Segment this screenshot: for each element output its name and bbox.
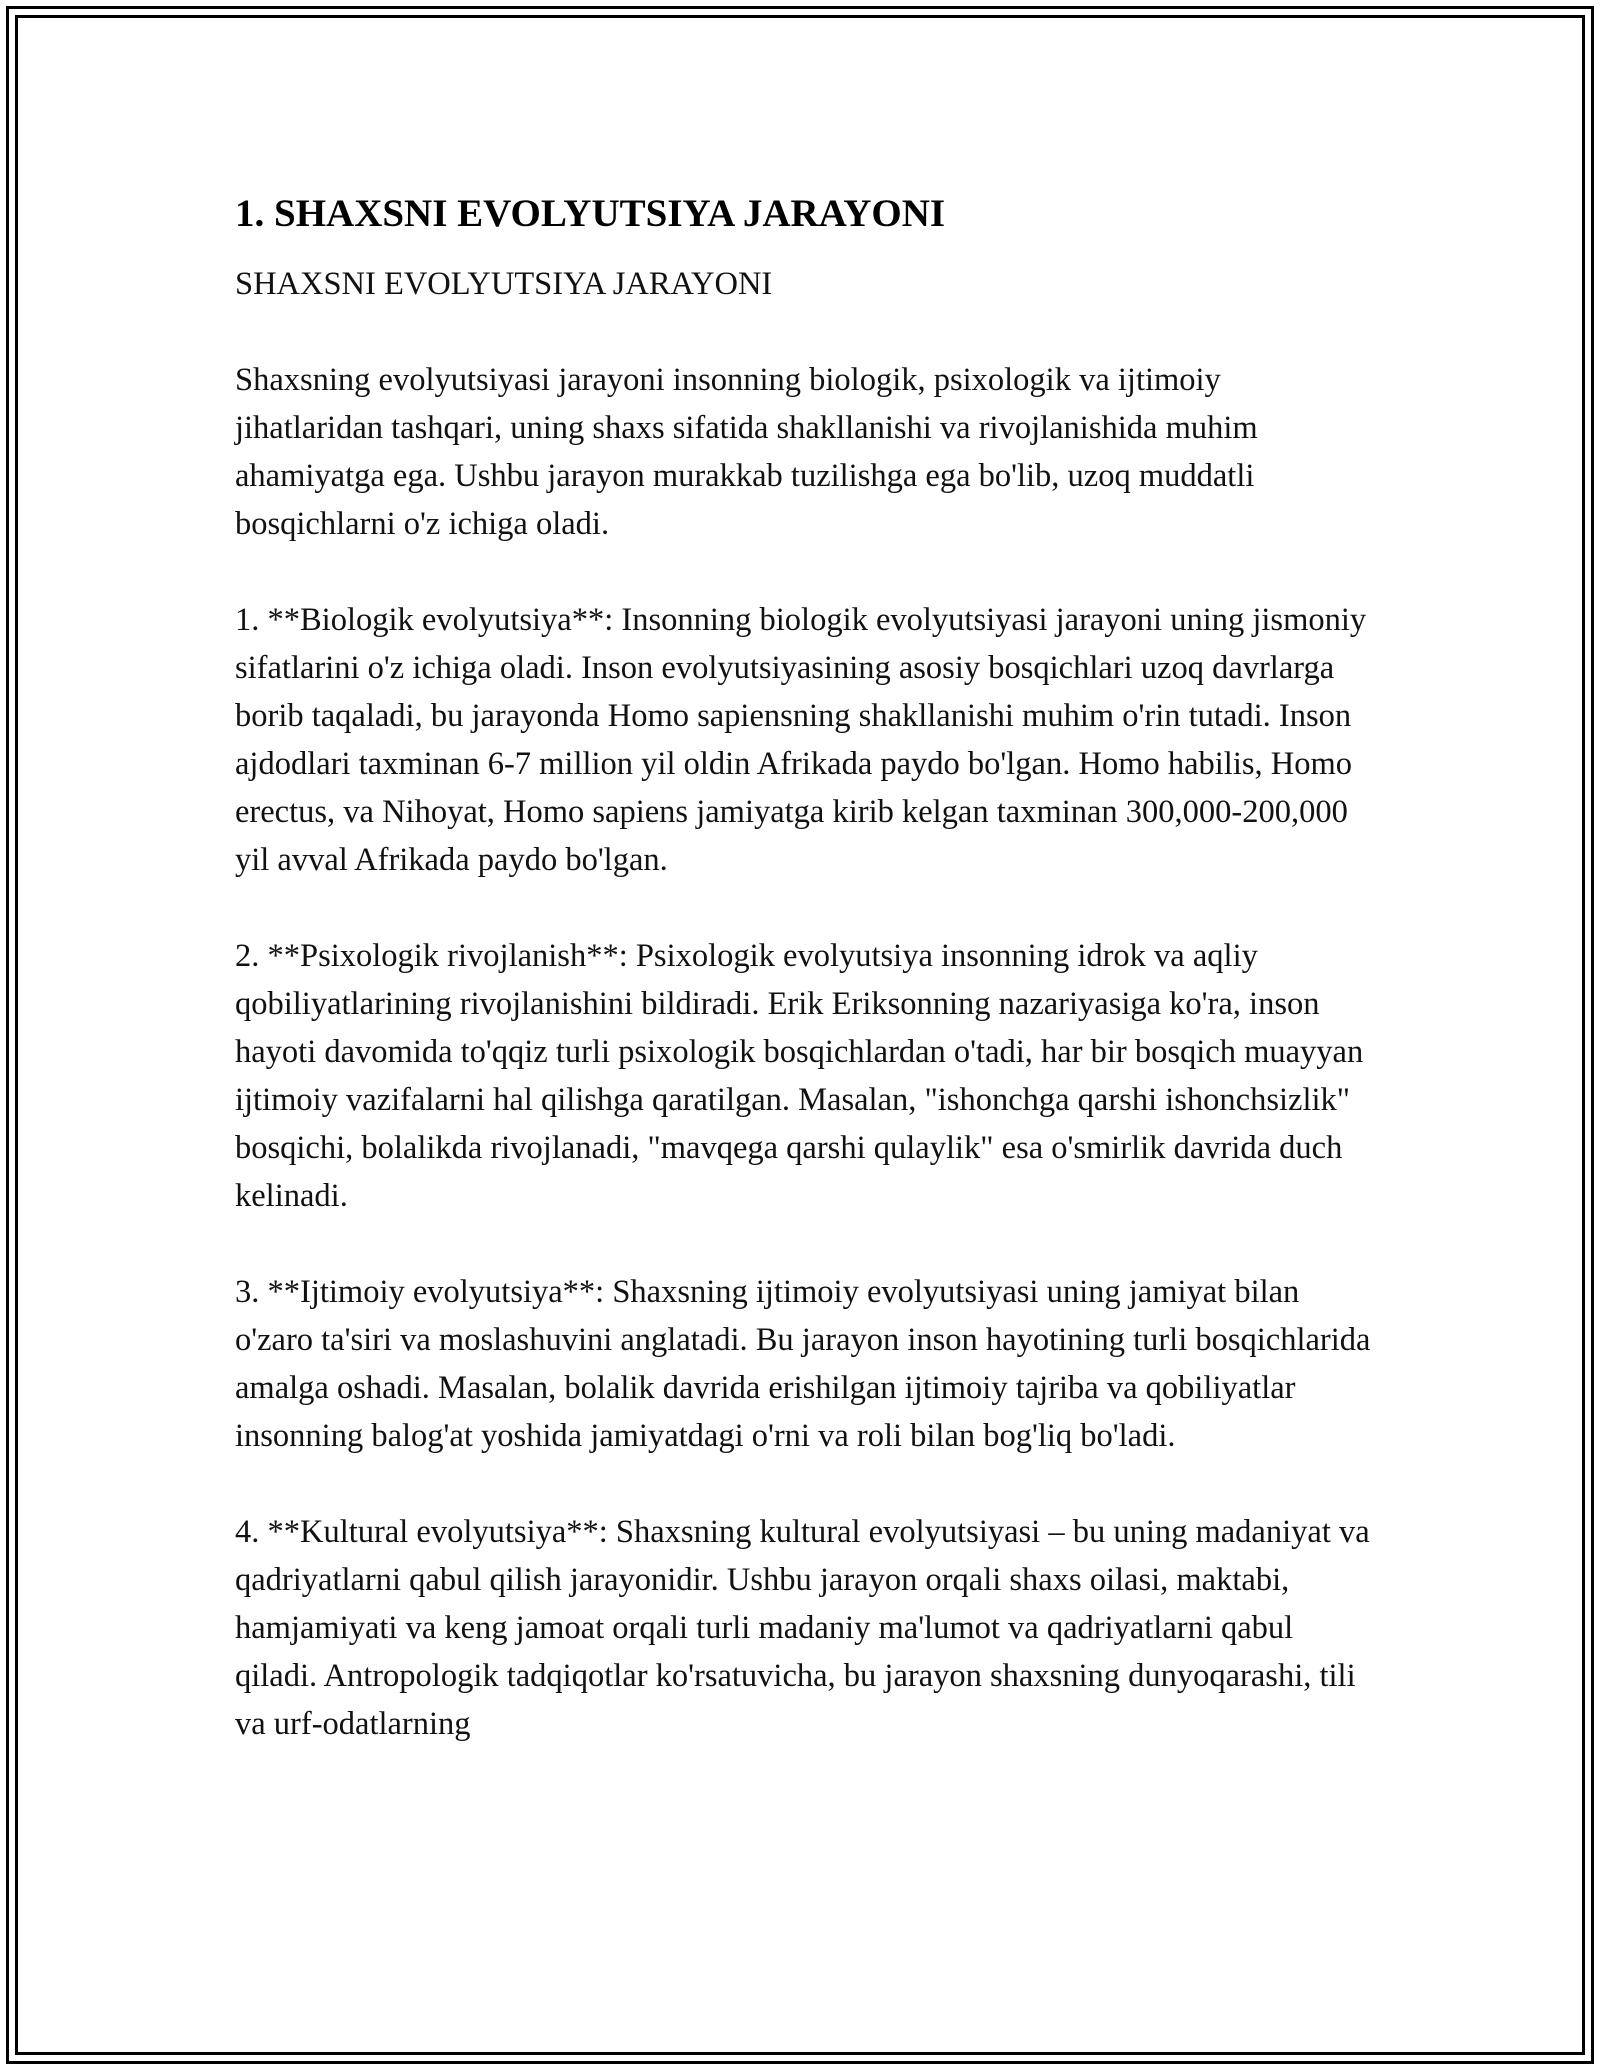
social-evolution-paragraph: 3. **Ijtimoiy evolyutsiya**: Shaxsning ijtimoiy evolyutsiyasi uning jamiyat bilan o'zaro ta'siri va moslashuvini anglatadi. Bu jarayon inson hayotining turli bosqichlarida amalga oshadi. Masalan, bolalik davrida erishilgan ijtimoiy tajriba va qobiliyatlar insonning balog'at yoshida jamiyatdagi o'rni va roli bilan bog'liq bo'ladi. <box>235 1274 1371 1454</box>
biological-evolution-paragraph: 1. **Biologik evolyutsiya**: Insonning biologik evolyutsiyasi jarayoni uning jismoniy sifatlarini o'z ichiga oladi. Inson evolyutsiyasining asosiy bosqichlari uzoq davrlarga borib taqaladi, bu jarayonda Homo sapiensning shakllanishi muhim o'rin tutadi. Inson ajdodlari taxminan 6-7 million yil oldin Afrikada paydo bo'lgan. Homo habilis, Homo erectus, va Nihoyat, Homo sapiens jamiyatga kirib kelgan taxminan 300,000-200,000 yil avval Afrikada paydo bo'lgan. <box>235 602 1367 878</box>
cultural-evolution-paragraph: 4. **Kultural evolyutsiya**: Shaxsning kultural evolyutsiyasi – bu uning madaniyat va qadriyatlarni qabul qilish jarayonidir. Ushbu jarayon orqali shaxs oilasi, maktabi, hamjamiyati va keng jamoat orqali turli madaniy ma'lumot va qadriyatlarni qabul qiladi. Antropologik tadqiqotlar ko'rsatuvicha, bu jarayon shaxsning dunyoqarashi, tili va urf-odatlarning <box>235 1514 1370 1742</box>
document-heading: 1. SHAXSNI EVOLYUTSIYA JARAYONI <box>235 192 946 235</box>
document-subtitle: SHAXSNI EVOLYUTSIYA JARAYONI <box>235 266 773 302</box>
intro-paragraph: Shaxsning evolyutsiyasi jarayoni insonning biologik, psixologik va ijtimoiy jihatlaridan tashqari, uning shaxs sifatida shakllanishi va rivojlanishida muhim ahamiyatga ega. Ushbu jarayon murakkab tuzilishga ega bo'lib, uzoq muddatli bosqichlarni o'z ichiga oladi. <box>235 362 1258 542</box>
document-body <box>235 188 1375 1748</box>
psychological-development-paragraph: 2. **Psixologik rivojlanish**: Psixologik evolyutsiya insonning idrok va aqliy qobiliyatlarining rivojlanishini bildiradi. Erik Eriksonning nazariyasiga ko'ra, inson hayoti davomida to'qqiz turli psixologik bosqichlardan o'tadi, har bir bosqich muayyan ijtimoiy vazifalarni hal qilishga qaratilgan. Masalan, "ishonchga qarshi ishonchsizlik" bosqichi, bolalikda rivojlanadi, "mavqega qarshi qulaylik" esa o'smirlik davrida duch kelinadi. <box>235 938 1364 1214</box>
